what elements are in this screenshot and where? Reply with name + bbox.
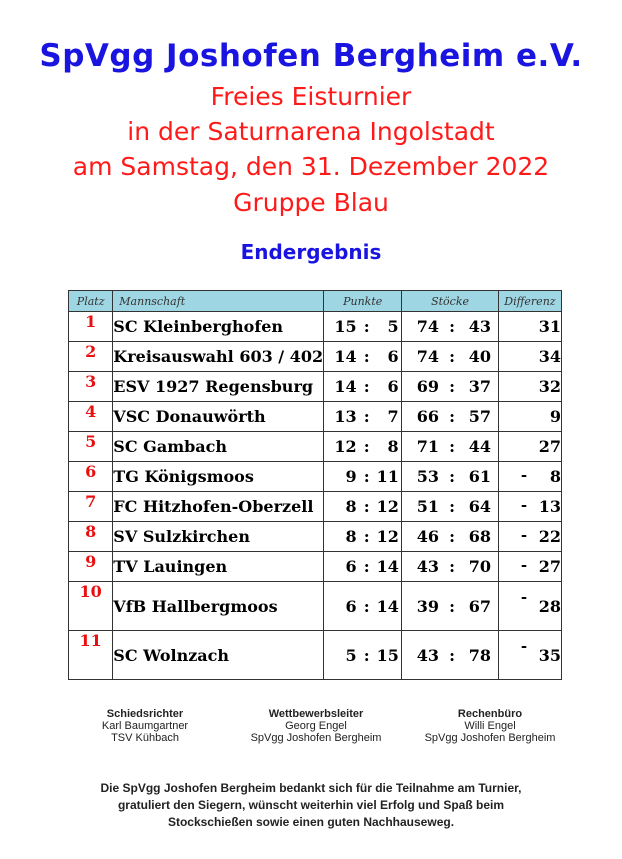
points-against: 14 [376,557,399,576]
points-for: 14 [334,347,357,366]
place-cell: 7 [69,492,113,522]
diff-cell [498,312,561,342]
sticks-cell [402,492,499,522]
table-header-row [69,291,562,312]
col-place-header: Platz [69,291,113,312]
place-cell: 3 [69,372,113,402]
points-for: 8 [345,497,357,516]
diff-cell [498,342,561,372]
signature-role: Schiedsrichter [106,708,184,720]
signature-name: Willi Engel [464,720,516,732]
table-row [69,312,562,342]
table-row [69,402,562,432]
points-cell [324,492,402,522]
group-line: Gruppe Blau [233,188,389,217]
sticks-against: 44 [468,437,492,456]
team-cell: ESV 1927 Regensburg [113,372,324,402]
sticks-cell [402,631,499,680]
sticks-for: 74 [416,317,440,336]
signature-role: Wettbewerbsleiter [268,708,364,720]
team-cell: VSC Donauwörth [113,402,324,432]
points-against: 7 [387,407,399,426]
points-against: 8 [387,437,399,456]
sticks-for: 53 [416,467,440,486]
negative-sign: - [520,556,528,574]
sticks-for: 43 [416,645,440,665]
diff-cell [498,552,561,582]
separator: : [449,377,455,396]
separator: : [449,596,455,616]
table-body [69,312,562,680]
diff-value: 31 [538,317,561,336]
points-cell [324,522,402,552]
signature-referee [95,708,195,744]
table-row [69,552,562,582]
sticks-cell [402,582,499,631]
diff-value: 27 [538,437,561,456]
points-against: 14 [376,596,399,616]
negative-sign: - [520,496,528,514]
sticks-for: 46 [416,527,440,546]
points-cell [324,552,402,582]
place-cell: 8 [69,522,113,552]
points-against: 12 [376,497,399,516]
points-for: 5 [345,645,357,665]
points-cell [324,582,402,631]
diff-cell [498,372,561,402]
diff-cell [498,432,561,462]
sticks-against: 37 [468,377,492,396]
sticks-cell [402,462,499,492]
team-cell: FC Hitzhofen-Oberzell [113,492,324,522]
sticks-for: 43 [416,557,440,576]
separator: : [449,527,455,546]
team-cell: SC Gambach [113,432,324,462]
sticks-cell [402,432,499,462]
closing-line: Die SpVgg Joshofen Bergheim bedankt sich für die Teilnahme am Turnier, [100,781,522,795]
diff-value: 34 [538,347,561,366]
points-for: 14 [334,377,357,396]
points-for: 15 [334,317,357,336]
separator: : [363,596,370,616]
sticks-against: 68 [468,527,492,546]
col-team-header: Mannschaft [113,291,324,312]
team-cell: SV Sulzkirchen [113,522,324,552]
points-against: 11 [376,467,399,486]
table-row [69,372,562,402]
separator: : [449,557,455,576]
separator: : [363,645,370,665]
signature-role: Rechenbüro [457,708,523,720]
sticks-against: 61 [468,467,492,486]
table-row [69,342,562,372]
negative-sign: - [520,466,528,484]
team-cell: VfB Hallbergmoos [113,582,324,631]
place-cell: 11 [69,631,113,680]
table-row [69,462,562,492]
venue-line: in der Saturnarena Ingolstadt [127,117,495,146]
table-row [69,522,562,552]
points-cell [324,432,402,462]
diff-cell [498,402,561,432]
points-cell [324,372,402,402]
team-cell: TG Königsmoos [113,462,324,492]
table-row [69,631,562,680]
signature-name: Georg Engel [285,720,347,732]
place-cell: 6 [69,462,113,492]
team-cell: Kreisauswahl 603 / 402 [113,342,324,372]
diff-cell [498,631,561,680]
points-for: 6 [345,557,357,576]
diff-cell [498,492,561,522]
points-cell [324,462,402,492]
standings-table [68,290,562,680]
sticks-for: 71 [416,437,440,456]
separator: : [449,437,455,456]
table-row [69,582,562,631]
diff-cell [498,462,561,492]
points-against: 6 [387,347,399,366]
sticks-for: 74 [416,347,440,366]
separator: : [449,497,455,516]
team-cell: SC Wolnzach [113,631,324,680]
points-for: 13 [334,407,357,426]
sticks-against: 43 [468,317,492,336]
place-cell: 9 [69,552,113,582]
table-row [69,432,562,462]
points-against: 15 [376,645,399,665]
sticks-against: 64 [468,497,492,516]
separator: : [363,377,370,396]
result-heading: Endergebnis [240,240,382,264]
separator: : [449,645,455,665]
sticks-cell [402,402,499,432]
place-cell: 4 [69,402,113,432]
place-cell: 5 [69,432,113,462]
signature-name: Karl Baumgartner [101,720,189,732]
sticks-cell [402,552,499,582]
col-points-header: Punkte [324,291,402,312]
diff-value: 27 [538,557,561,576]
sticks-against: 67 [468,596,492,616]
points-cell [324,342,402,372]
col-sticks-header: Stöcke [402,291,499,312]
diff-value: 28 [538,596,561,616]
sticks-cell [402,372,499,402]
negative-sign: - [520,588,528,606]
points-for: 9 [345,467,357,486]
place-cell: 10 [69,582,113,631]
sticks-for: 39 [416,596,440,616]
separator: : [363,437,370,456]
diff-value: 13 [538,497,561,516]
signature-org: TSV Kühbach [111,732,179,744]
negative-sign: - [520,637,528,655]
diff-value: 32 [538,377,561,396]
points-cell [324,631,402,680]
separator: : [363,527,370,546]
separator: : [363,467,370,486]
sticks-cell [402,312,499,342]
signature-scoring-office [410,708,570,744]
club-title: SpVgg Joshofen Bergheim e.V. [39,38,583,74]
separator: : [449,347,455,366]
sticks-for: 66 [416,407,440,426]
signature-org: SpVgg Joshofen Bergheim [424,732,556,744]
diff-value: 35 [538,645,561,665]
separator: : [449,407,455,426]
points-for: 8 [345,527,357,546]
closing-message [40,780,582,831]
diff-cell [498,582,561,631]
sticks-cell [402,522,499,552]
points-cell [324,312,402,342]
closing-line: gratuliert den Siegern, wünscht weiterhin viel Erfolg und Spaß beim [117,798,505,812]
event-title: Freies Eisturnier [210,82,412,111]
separator: : [449,467,455,486]
points-against: 5 [387,317,399,336]
diff-cell [498,522,561,552]
separator: : [363,317,370,336]
diff-value: 9 [549,407,561,426]
separator: : [363,347,370,366]
place-cell: 1 [69,312,113,342]
diff-value: 22 [538,527,561,546]
sticks-against: 57 [468,407,492,426]
points-for: 12 [334,437,357,456]
signature-org: SpVgg Joshofen Bergheim [250,732,382,744]
signature-competition-lead [236,708,396,744]
place-cell: 2 [69,342,113,372]
points-against: 6 [387,377,399,396]
table-row [69,492,562,522]
sticks-for: 51 [416,497,440,516]
separator: : [363,407,370,426]
negative-sign: - [520,526,528,544]
team-cell: TV Lauingen [113,552,324,582]
sticks-against: 70 [468,557,492,576]
sticks-against: 40 [468,347,492,366]
sticks-against: 78 [468,645,492,665]
team-cell: SC Kleinberghofen [113,312,324,342]
points-cell [324,402,402,432]
sticks-cell [402,342,499,372]
sticks-for: 69 [416,377,440,396]
points-for: 6 [345,596,357,616]
closing-line: Stockschießen sowie einen guten Nachhauseweg. [167,815,455,829]
diff-value: 8 [549,467,561,486]
points-against: 12 [376,527,399,546]
separator: : [449,317,455,336]
col-diff-header: Differenz [498,291,561,312]
separator: : [363,497,370,516]
date-line: am Samstag, den 31. Dezember 2022 [72,152,550,181]
separator: : [363,557,370,576]
